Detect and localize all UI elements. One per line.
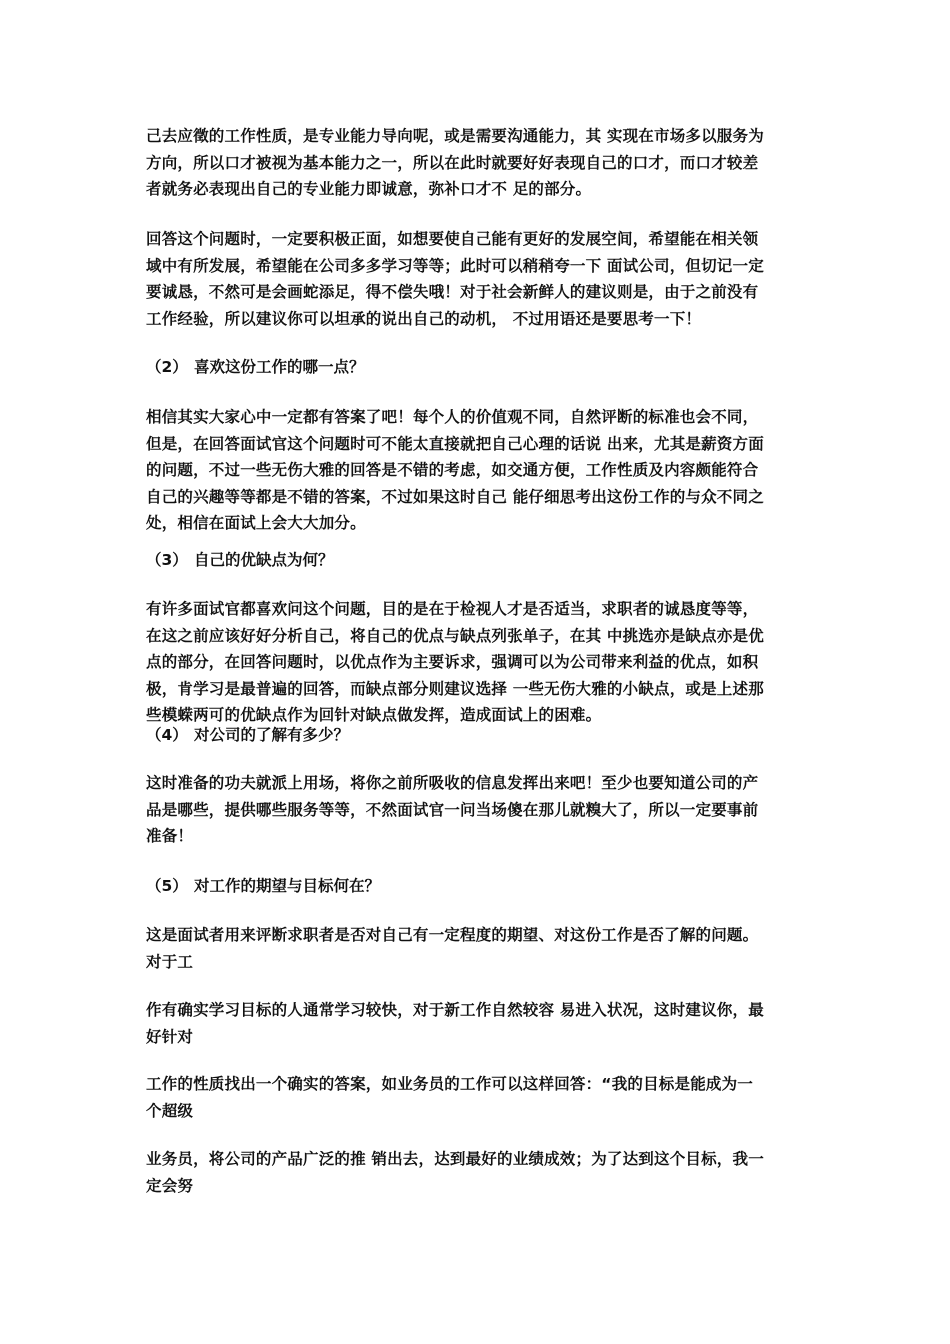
paragraph-learning-goals [146, 997, 810, 1050]
question-number: （3） [146, 551, 188, 569]
text-line: 己去应徵的工作性质，是专业能力导向呢，或是需要沟通能力，其 实现在市场多以服务为 [146, 127, 764, 145]
text-line: 些模蝾两可的优缺点作为回针对缺点做发挥，造成面试上的困难。 [146, 706, 602, 724]
text-line: 极，肯学习是最普遍的回答，而缺点部分则建议选择 一些无伤大雅的小缺点，或是上述那 [146, 679, 764, 698]
question-text: 对工作的期望与目标何在？ [194, 877, 381, 895]
text-line: 但是，在回答面试官这个问题时可不能太直接就把自己心理的话说 出来，尤其是薪资方面 [146, 434, 764, 453]
paragraph-answer-positively [146, 226, 810, 332]
question-text: 对公司的了解有多少？ [194, 726, 350, 744]
question-heading-5 [146, 873, 380, 900]
text-line: 作有确实学习目标的人通常学习较快，对于新工作自然较容 易进入状况，这时建议你，最 [146, 1001, 764, 1019]
paragraph-expectations [146, 922, 810, 975]
text-line: 处，相信在面试上会大大加分。 [146, 514, 366, 532]
text-line: 要诚恳，不然可是会画蛇添足，得不偿失哦！对于社会新鲜人的建议则是，由于之前没有 [146, 283, 759, 301]
text-line: 定会努 [146, 1176, 194, 1195]
paragraph-strengths-weaknesses [146, 596, 810, 729]
text-line: 点的部分，在回答问题时，以优点作为主要诉求，强调可以为公司带来利益的优点，如积 [146, 653, 759, 671]
question-text: 喜欢这份工作的哪一点？ [194, 358, 365, 376]
text-line: 品是哪些，提供哪些服务等等，不然面试官一问当场傻在那儿就糗大了，所以一定要事前 [146, 800, 759, 819]
text-line: 方向，所以口才被视为基本能力之一，所以在此时就要好好表现自己的口才，而口才较差 [146, 153, 759, 172]
text-line: 个超级 [146, 1101, 194, 1120]
question-heading-4 [146, 722, 349, 749]
question-number: （5） [146, 877, 188, 895]
question-heading-3 [146, 547, 334, 574]
paragraph-communication-ability [146, 123, 810, 203]
paragraph-concrete-answer [146, 1071, 810, 1124]
text-line: 准备！ [146, 827, 194, 845]
text-line: 这时准备的功夫就派上用场，将你之前所吸收的信息发挥出来吧！至少也要知道公司的产 [146, 774, 759, 792]
text-line: 业务员，将公司的产品广泛的推 销出去，达到最好的业绩成效；为了达到这个目标，我一 [146, 1150, 764, 1168]
text-line: 回答这个问题时，一定要积极正面，如想要使自己能有更好的发展空间，希望能在相关领 [146, 230, 759, 248]
paragraph-what-you-like [146, 404, 810, 537]
text-line: 者就务必表现出自己的专业能力即诚意，弥补口才不 足的部分。 [146, 180, 592, 198]
question-heading-2 [146, 354, 365, 381]
text-line: 这是面试者用来评断求职者是否对自己有一定程度的期望、对这份工作是否了解的问题。 [146, 926, 759, 944]
text-line: 工作经验，所以建议你可以坦承的说出自己的动机， 不过用语还是要思考一下！ [146, 309, 702, 328]
text-line: 相信其实大家心中一定都有答案了吧！每个人的价值观不同，自然评断的标准也会不同， [146, 408, 759, 426]
text-line: 的问题，不过一些无伤大雅的回答是不错的考虑，如交通方便，工作性质及内容颇能符合 [146, 461, 759, 479]
text-line: 自己的兴趣等等都是不错的答案，不过如果这时自己 能仔细思考出这份工作的与众不同之 [146, 487, 764, 506]
text-line: 域中有所发展，希望能在公司多多学习等等；此时可以稍稍夸一下 面试公司，但切记一定 [146, 256, 764, 275]
question-number: （4） [146, 726, 188, 744]
text-line: 工作的性质找出一个确实的答案，如业务员的工作可以这样回答：“我的目标是能成为一 [146, 1075, 753, 1093]
text-line: 好针对 [146, 1027, 194, 1046]
question-number: （2） [146, 358, 188, 376]
paragraph-know-company [146, 770, 810, 850]
text-line: 在这之前应该好好分析自己，将自己的优点与缺点列张单子，在其 中挑选亦是缺点亦是优 [146, 626, 764, 645]
paragraph-salesperson-goal [146, 1146, 810, 1199]
question-text: 自己的优缺点为何？ [194, 551, 334, 569]
text-line: 对于工 [146, 952, 194, 971]
text-line: 有许多面试官都喜欢问这个问题，目的是在于检视人才是否适当，求职者的诚恳度等等， [146, 600, 759, 618]
